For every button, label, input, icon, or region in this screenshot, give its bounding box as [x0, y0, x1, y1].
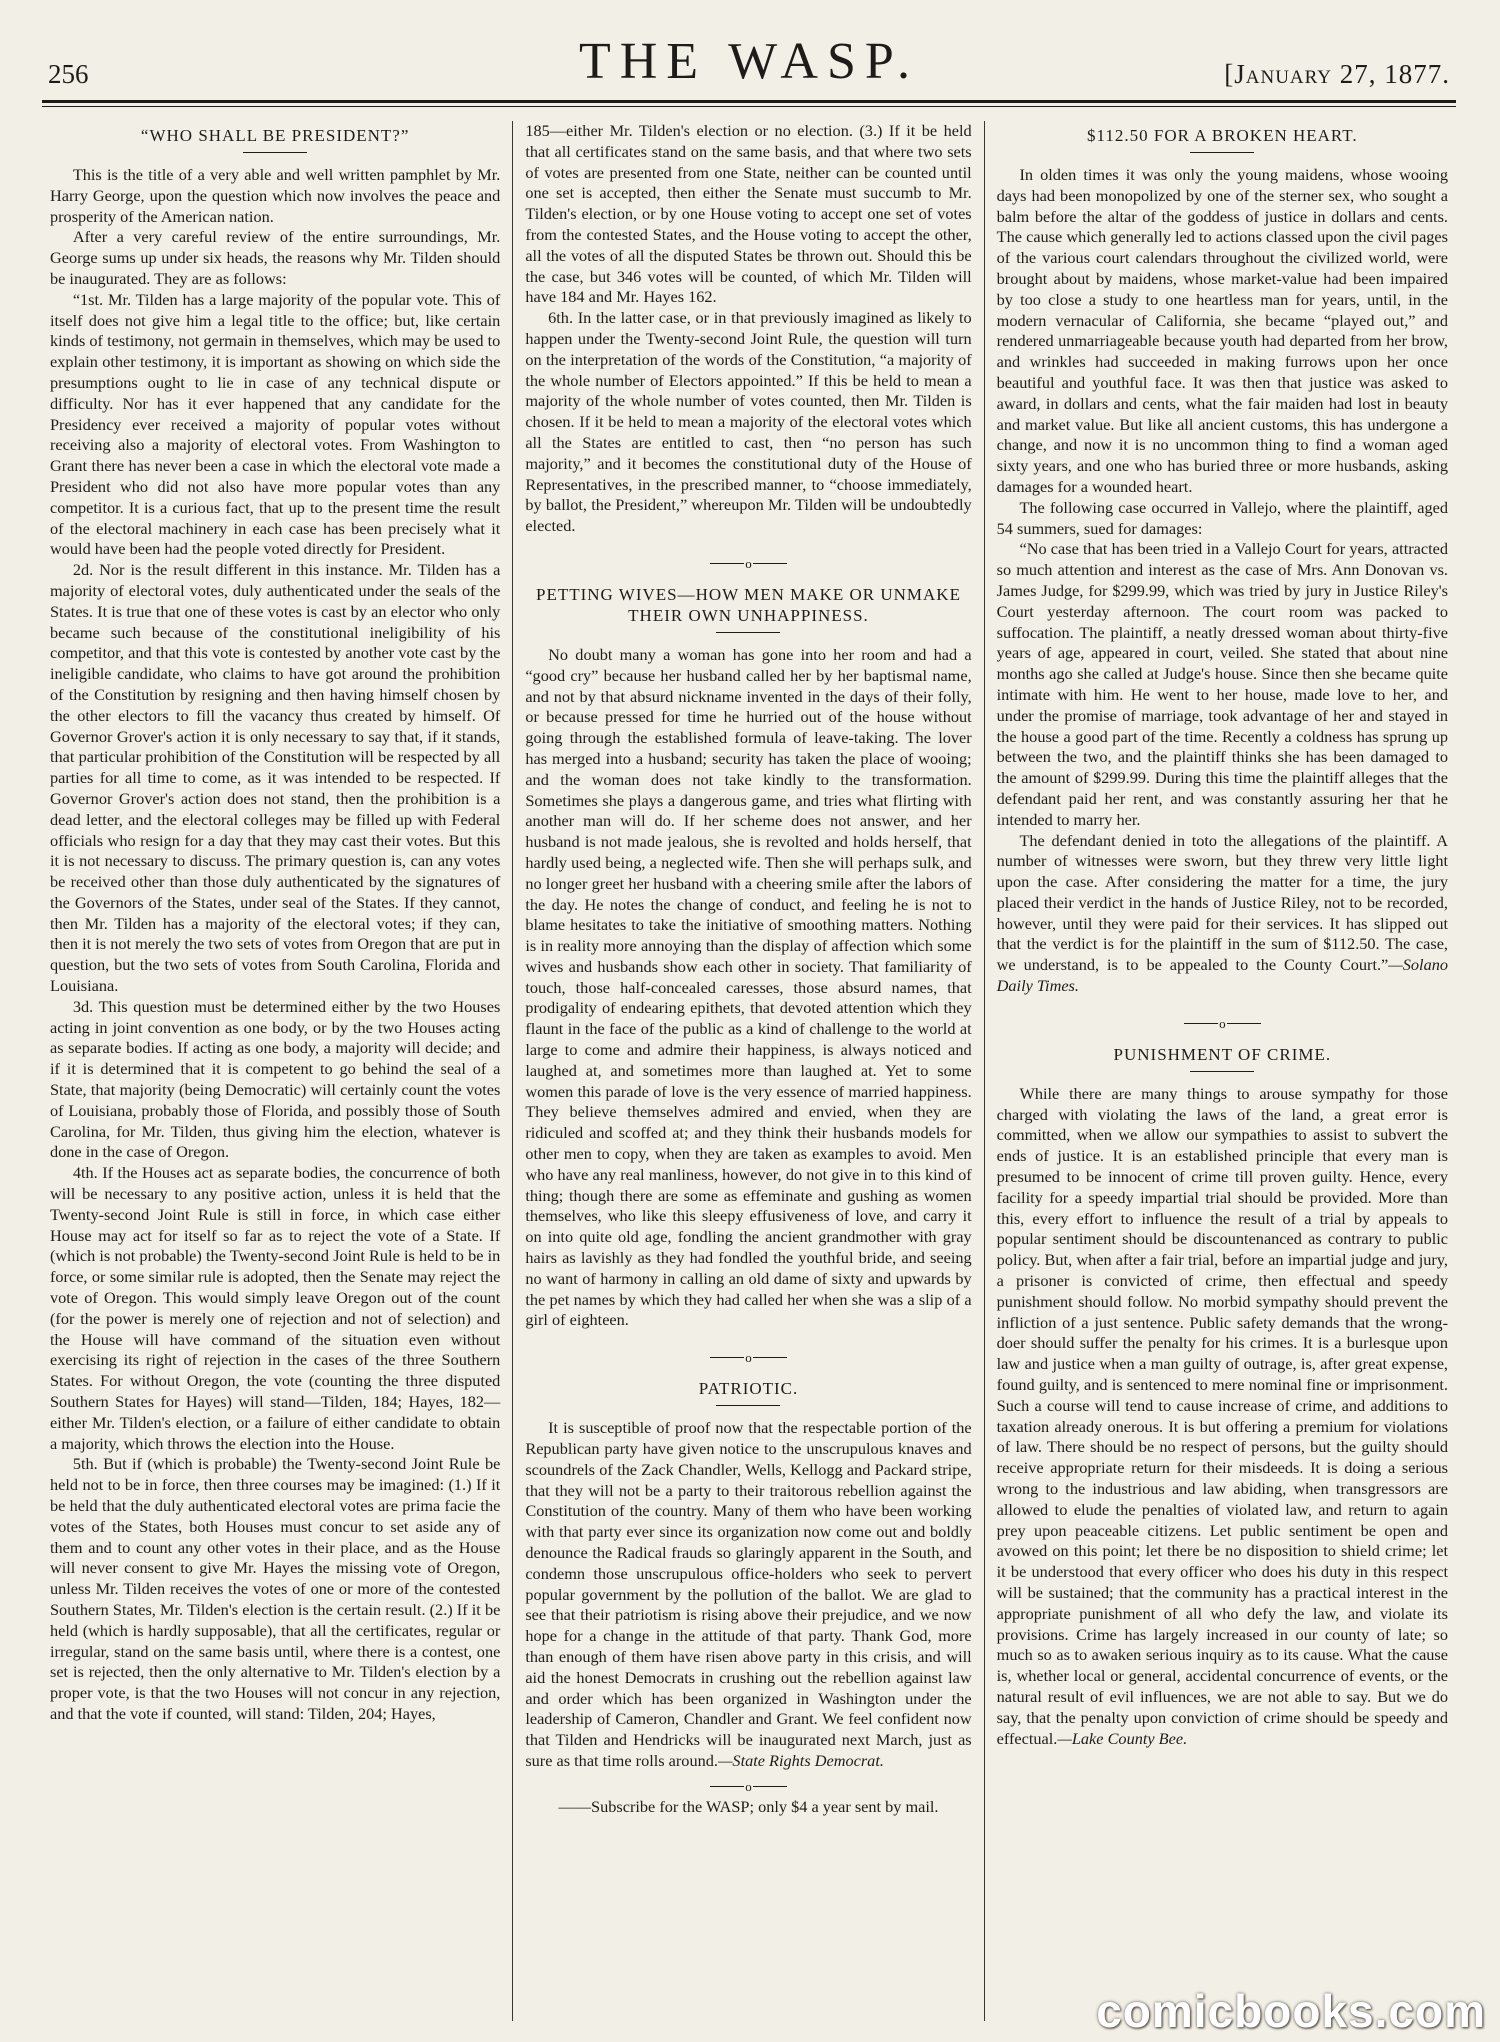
article-heading-who-shall-be-president: “WHO SHALL BE PRESIDENT?” [140, 126, 410, 145]
paragraph: No doubt many a woman has gone into her room and had a “good cry” because her husband called her by her baptismal name, and not by that absurd nickname invented in the days of their folly, or because pressed for time he hurried out of the house without going through the established formula of leave-taking. The lover has merged into a husband; security has taken the place of wooing; and the woman does not take kindly to the transformation. Sometimes she plays a dangerous game, and tries what flirting with another man will do. If her scheme does not answer, and her husband is not made jealous, she is revolted and holds herself, that hardly used being, a neglected wife. Then she will perhaps sulk, and no longer greet her husband with a cheering smile after the labors of the day. He notes the change of conduct, and feeling he is not to blame hesitates to take the initiative of smoothing matters. Nothing is in reality more annoying than the display of affection which some wives and husbands show each other in society. That familiarity of touch, those half-concealed caresses, those absurd names, that prodigality of endearing epithets, that devoted attention which they flaunt in the face of the public as a kind of challenge to the world at large to come and admire their happiness, is always noticed and laughed at, and sometimes more than laughed at. Yet to some women this parade of love is the very essence of married happiness. They believe themselves admired and envied, when they are ridiculed and scoffed at; and they think their husbands models for other men to copy, when they are taken as examples to avoid. Men who have any real manliness, however, do not give in to this kind of thing; though there are some as effeminate and gushing as women themselves, who like this sleepy effusiveness of love, and carry it on into quite old age, fondling the ancient grandmother with gray hairs as lavishly as they had fondled the youthful bride, and seeing no want of harmony in calling an old dame of sixty and upwards by the pet names by which they had called her when she was a slip of a girl of eighteen. [525, 644, 972, 1330]
paragraph: 2d. Nor is the result different in this instance. Mr. Tilden has a majority of electoral votes, duly authenticated under the seals of the States. It is true that one of these votes is cast by an elector who only became such because of the constitutional ineligibility of his competitor, and that this vote is contested by another vote cast by the ineligible candidate, who claims to have got around the prohibition of the Constitution by resigning and then having himself chosen by the other electors to fill the vacancy thus created by himself. Of Governor Grover's action it is only necessary to say that, if it stands, that particular prohibition of the Constitution will be respected by all parties for all time to come, as it was intended to be respected. If Governor Grover's action does not stand, then the prohibition is a dead letter, and the electoral colleges may be filled up with Federal officials who resign for a day that they may cast their votes. But this it is not necessary to discuss. The primary question is, can any votes be received other than those duly authenticated by the signatures of the Governors of the States, under seal of the States. If they cannot, then Mr. Tilden has a majority of the electoral votes; if they can, then it is not merely the two sets of votes from Oregon that are put in question, but the two sets of votes from South Carolina, Florida and Louisiana. [50, 560, 501, 996]
article-heading-broken-heart: $112.50 FOR A BROKEN HEART. [1087, 126, 1358, 145]
masthead [42, 33, 1456, 90]
column-2 [513, 121, 984, 2021]
page-number: 256 [48, 59, 89, 89]
heading-rule [716, 632, 780, 633]
article-source: —Lake County Bee. [1057, 1728, 1188, 1748]
paragraph-text: The defendant denied in toto the allegations of the plaintiff. A number of witnesses were sworn, but they threw very little light upon the case. After considering the matter for a time, the jury placed their verdict in the hands of Justice Riley, not to be recorded, however, until they were paid for their services. It has slipped out that the verdict is for the plaintiff in the sum of $112.50. The case, we understand, is to be appealed to the County Court.” [996, 830, 1448, 975]
paragraph: 3d. This question must be determined either by the two Houses acting in joint convention as one body, or by the two Houses acting as separate bodies. If acting as one body, a majority will decide; and if it is determined that it is competent to go behind the seal of a State, that majority (being Democratic) will certainly count the votes of Louisiana, probably those of Florida, and possibly those of South Carolina, for Mr. Tilden, thus giving him the election, whatever is done in the case of Oregon. [50, 996, 501, 1162]
heading-rule [243, 152, 307, 153]
article-heading-patriotic: PATRIOTIC. [698, 1379, 799, 1399]
article-columns [42, 121, 1456, 2021]
watermark-logo: comicbooks.com [1096, 1985, 1486, 2037]
paragraph: In olden times it was only the young maidens, whose wooing days had been monopolized by one of the sterner sex, who sought a balm before the altar of the goddess of justice in dollars and cents. The cause which generally led to actions classed upon the civil pages of the various court calendars throughout the civilized world, were brought about by maidens, whose market-value had been impaired by too close a study to one heartless man for years, until, in the modern vernacular of California, she became “played out,” and rendered unmarriageable because youth had departed from her brow, and wrinkles had succeeded in making furrows upon her once beautiful and youthful face. It was then that justice was asked to award, in dollars and cents, what the fair maiden had lost in beauty and market value. But like all ancient customs, this has undergone a change, and now it is no uncommon thing to find a woman aged sixty years, and one who has buried three or more husbands, asking damages for a wounded heart. [996, 165, 1448, 496]
article-heading-punishment-of-crime: PUNISHMENT OF CRIME. [1113, 1044, 1332, 1064]
newspaper-title: THE WASP. [578, 33, 920, 90]
paragraph: After a very careful review of the entire surroundings, Mr. George sums up under six heads, the reasons why Mr. Tilden should be inaugurated. They are as follows: [50, 227, 501, 288]
heading-rule [716, 1405, 780, 1406]
section-separator: o [525, 1780, 971, 1793]
paragraph: 4th. If the Houses act as separate bodies, the concurrence of both will be necessary to any positive action, unless it is held that the Twenty-second Joint Rule is still in force, in which case either House may act for itself so far as to reject the vote of a State. If (which is not probable) the Twenty-second Joint Rule is held to be in force, or some similar rule is adopted, then the Senate may reject the vote of Oregon. This would simply leave Oregon out of the count (for the power is merely one of rejection and not of selection) and the House will have command of the situation even without exercising its right of rejection in the cases of the three Southern States. For without Oregon, the vote (counting the three disputed Southern States for Hayes) will stand—Tilden, 184; Hayes, 182—either Mr. Tilden's election, or a failure of either candidate to obtain a majority, which throws the election into the House. [50, 1163, 501, 1453]
paragraph [525, 1418, 971, 1772]
paragraph-text: While there are many things to arouse sympathy for those charged with violating the laws of the land, a great error is committed, when we allow our sympathies to assist to subvert the ends of justice. It is an established principle that every man is presumed to be innocent of crime till proven guilty. Hence, every facility for a speedy impartial trial should be provided. More than this, every effort to influence the result of a trial by appeals to popular sentiment should be discountenanced as contrary to public policy. But, when after a fair trial, before an impartial judge and jury, a prisoner is convicted of crime, then effectual and speedy punishment should follow. No morbid sympathy should prevent the infliction of a just sentence. Public safety demands that the wrong-doer should suffer the penalty for his crimes. It is a burlesque upon law and justice when a man guilty of outrage, is, after great expense, found guilty, and is sentenced to mere nominal fine or imprisonment. Such a course will tend to cause increase of crime, and additions to taxation already onerous. It is but offering a premium for violations of law. There should be no respect of persons, but the guilty should receive appropriate return for their misdeeds. It is doing a serious wrong to the industrious and law abiding, when transgressors are allowed to elude the penalties of violated law, and return to again prey upon peaceable citizens. Let public sentiment be open and avowed on this point; let there be no disposition to shield crime; let it be understood that every officer who does his duty in this respect will be sustained; that the community has a practical interest in the appropriate punishment of all who defy the law, and violate its provisions. Crime has largely increased in our county of late; so much so as to awaken serious inquiry as to its cause. What the cause is, whether local or general, accidental concurrence of events, or the natural result of evil influences, we are not able to say. But we do say, that the penalty upon conviction of crime should be speedy and effectual. [996, 1083, 1448, 1748]
article-source: —State Rights Democrat. [717, 1750, 884, 1770]
paragraph: 5th. But if (which is probable) the Twenty-second Joint Rule be held not to be in force, then three courses may be imagined: (1.) If it be held that the duly authenticated electoral votes are prima facie the votes of the States, both Houses must concur to set aside any of them and to count any other votes in their place, and as the House will never consent to give Mr. Hayes the missing vote of Oregon, unless Mr. Tilden receives the votes of one or more of the contested Southern States, Mr. Tilden's election is the certain result. (2.) If it be held (which is hardly supposable), that all the certificates, regular or irregular, stand on the same basis until, where there is a contest, one set is rejected, then the only alternative to Mr. Tilden's election by a proper vote, is that the two Houses will not concur in any rejection, and that the vote if counted, will stand: Tilden, 204; Hayes, [50, 1454, 501, 1723]
section-separator: o [997, 1017, 1448, 1030]
paragraph: “1st. Mr. Tilden has a large majority of the popular vote. This of itself does not give him a legal title to the office; but, like certain kinds of testimony, not germain in themselves, which may be used to explain other testimony, it is important as showing on which side the presumptions ought to lie in case of any technical dispute or difficulty. Nor has it ever happened that any candidate for the Presidency ever received a majority of popular votes without receiving also a majority of electoral votes. From Washington to Grant there has never been a case in which the electoral vote made a President who did not also have more popular votes than any competitor. It is a curious fact, that up to the present time the result of the electoral machinery in each case has been precisely what it would have been had the people voted directly for President. [50, 289, 501, 559]
paragraph: The following case occurred in Vallejo, where the plaintiff, aged 54 summers, sued for damages: [996, 497, 1448, 538]
issue-date: [January 27, 1877. [1224, 59, 1450, 89]
paragraph-continued: 185—either Mr. Tilden's election or no election. (3.) If it be held that all certificates stand on the same basis, and that where two sets of votes are presented from one State, neither can be counted until one set is accepted, then either the Senate must succumb to Mr. Tilden's election, or by one House voting to accept one set of votes from the contested States, and the House voting to accept the other, all the votes of all the disputed States be thrown out. Should this be the case, but 346 votes will be counted, of which Mr. Tilden will have 184 and Mr. Hayes 162. [525, 121, 972, 307]
column-3 [985, 121, 1456, 2021]
paragraph-text: It is susceptible of proof now that the respectable portion of the Republican party have given notice to the unscrupulous knaves and scoundrels of the Zack Chandler, Wells, Kellogg and Packard stripe, that they will not be a party to their traitorous rebellion against the Constitution of the country. Many of them who have been working with that party ever since its organization now come out and boldly denounce the Radical frauds so glaringly apparent in the South, and condemn those unscrupulous office-holders who seek to pervert popular government by the pollution of the ballot. We are glad to see that their patriotism is rising above their prejudice, and we now hope for a change in the attitude of that party. Thank God, more than enough of them have risen above party in this crisis, and will aid the honest Democrats in crushing out the rebellion against law and order which has been organized in Washington under the leadership of Cameron, Chandler and Grant. We feel confident now that Tilden and Hendricks will be inaugurated next March, just as sure as that time rolls around. [525, 1418, 972, 1770]
paragraph [997, 1084, 1448, 1750]
heading-rule [1190, 1071, 1254, 1072]
masthead-rule [42, 100, 1456, 107]
paragraph: “No case that has been tried in a Vallejo Court for years, attracted so much attention and interest as the case of Mrs. Ann Donovan vs. James Judge, for $299.99, which was tried by jury in Justice Riley's Court yesterday afternoon. The court room was packed to suffocation. The plaintiff, a neatly dressed woman about thirty-five years of age, appeared in court, veiled. She stated that about nine months ago she called at Judge's house. Since then she became quite intimate with him. He went to her house, made love to her, and under the promise of marriage, took advantage of her and stayed in the house a good part of the time. Recently a coldness has sprung up between the two, and the plaintiff thinks she has been damaged to the amount of $299.99. During this time the plaintiff alleges that the defendant paid her rent, and was constantly assuring her that he intended to marry her. [996, 539, 1448, 829]
section-separator: o [525, 557, 971, 570]
paragraph: 6th. In the latter case, or in that previously imagined as likely to happen under the Twenty-second Joint Rule, the question will turn on the interpretation of the words of the Constitution, “a majority of the whole number of Electors appointed.” If this be held to mean a majority of the whole number of votes counted, then Mr. Tilden is chosen. If it be held to mean a majority of the electoral votes which all the States are entitled to cast, then “no person has such majority,” and it becomes the constitutional duty of the House of Representatives, in the prescribed manner, to “choose immediately, by ballot, the President,” whereupon Mr. Tilden will be undoubtedly elected. [525, 308, 972, 536]
article-source: —Solano Daily Times. [996, 955, 1448, 996]
article-heading-petting-wives: PETTING WIVES—HOW MEN MAKE OR UNMAKE THEIR OWN UNHAPPINESS. [536, 584, 961, 625]
paragraph [997, 831, 1448, 997]
subscribe-notice: ——Subscribe for the WASP; only $4 a year sent by mail. [558, 1796, 939, 1816]
section-separator: o [525, 1351, 971, 1364]
heading-rule [1190, 152, 1254, 153]
column-1 [42, 121, 513, 2021]
paragraph: This is the title of a very able and well written pamphlet by Mr. Harry George, upon the question which now involves the peace and prosperity of the American nation. [50, 165, 501, 226]
